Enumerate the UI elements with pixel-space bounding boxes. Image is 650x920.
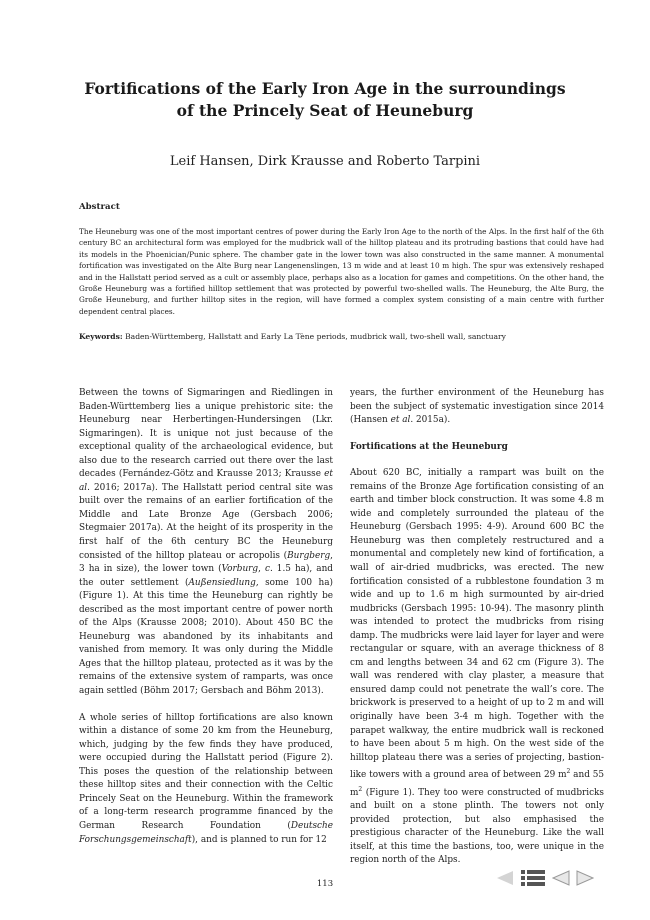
- left-column: [79, 387, 333, 847]
- right-column: [350, 387, 604, 868]
- paper-title: [60, 78, 590, 122]
- body-paragraph: years, the further environment of the Heuneburg has been the subject of systematic investigation since 2014 (Hansen et al. 2015a).: [350, 388, 604, 426]
- keywords-list: Baden-Württemberg, Hallstatt and Early La Tène periods, mudbrick wall, two-shell wall, sanctuary: [125, 332, 506, 341]
- triangle-right-outline-icon[interactable]: [576, 870, 594, 886]
- title-line-2: of the Princely Seat of Heuneburg: [176, 101, 474, 120]
- authors: Leif Hansen, Dirk Krausse and Roberto Tarpini: [169, 154, 481, 169]
- keywords: [79, 331, 604, 342]
- triangle-left-outline-icon[interactable]: [552, 870, 570, 886]
- page-navigation: [496, 869, 594, 887]
- list-menu-icon[interactable]: [520, 869, 546, 887]
- abstract-heading: Abstract: [79, 202, 120, 212]
- body-paragraph: Between the towns of Sigmaringen and Riedlingen in Baden-Württemberg lies a unique prehistoric site: the Heuneburg near Herbertingen-Hundersingen (Lkr. Sigmaringen). It is unique not just because of the exceptional quality of the archaeological evidence, but also due to the research carried out there over the last decades (Fernández-Götz and Krausse 2013; Krausse et al. 2016; 2017a). The Hallstatt period central site was built over the remains of an earlier fortification of the Middle and Late Bronze Age (Gersbach 2006; Stegmaier 2017a). At the height of its prosperity in the first half of the 6th century BC the Heuneburg consisted of the hilltop plateau or acropolis (Burgberg, 3 ha in size), the lower town (Vorburg, c. 1.5 ha), and the outer settlement (Außensiedlung, some 100 ha) (Figure 1). At this time the Heuneburg can rightly be described as the most important centre of power north of the Alps (Krausse 2008; 2010). About 450 BC the Heuneburg was abandoned by its inhabitants and vanished from memory. It was only during the Middle Ages that the hilltop plateau, protected as it was by the remains of the extensive system of ramparts, was once again settled (Böhm 2017; Gersbach and Böhm 2013).: [79, 388, 334, 697]
- body-paragraph: A whole series of hilltop fortifications are also known within a distance of some 20 km from the Heuneburg, which, judging by the few finds they have produced, were occupied during the Hallstatt period (Figure 2). This poses the question of the relationship between these hilltop sites and their connection with the Celtic Princely Seat on the Heuneburg. Within the framework of a long-term research programme financed by the German Research Foundation (Deutsche Forschungsgemeinschaft), and is planned to run for 12: [79, 712, 333, 845]
- title-line-1: Fortifications of the Early Iron Age in the surroundings: [84, 79, 566, 98]
- page-number: 113: [316, 879, 334, 889]
- triangle-left-icon[interactable]: [496, 870, 514, 886]
- body-paragraph: About 620 BC, initially a rampart was built on the remains of the Bronze Age fortification consisting of an earth and timber block construction. It was some 4.8 m wide and completely surrounded the plateau of the Heuneburg (Gersbach 1995: 4-9). Around 600 BC the Heuneburg was then completely restructured and a monumental and completely new kind of fortification, a wall of air-dried mudbricks, was erected. The new fortification consisted of a rubblestone foundation 3 m wide and up to 1.6 m high surmounted by air-dried mudbricks (Gersbach 1995: 10-94). The masonry plinth was intended to protect the mudbricks from rising damp. The mudbricks were laid layer for layer and were rectangular or square, with an average thickness of 8 cm and lengths between 34 and 62 cm (Figure 3). The wall was rendered with clay plaster, a measure that ensured damp could not penetrate the wall’s core. The brickwork is preserved to a height of up to 2 m and will originally have been 3-4 m high. Together with the parapet walkway, the entire mudbrick wall is reckoned to have been about 5 m high. On the west side of the hilltop plateau there was a series of projecting, bastion-like towers with a ground area of between 29 $m^2$ and 55 $m^2$ (Figure 1). They too were constructed of mudbricks and built on a stone plinth. The towers not only provided protection, but also emphasised the prestigious character of the Heuneburg. Like the wall itself, at this time the bastions, too, were unique in the region north of the Alps.: [350, 468, 604, 866]
- keywords-label: Keywords:: [79, 332, 123, 341]
- abstract-text: The Heuneburg was one of the most important centres of power during the Early Iron Age to the north of the Alps. In the first half of the 6th century BC an architectural form was employed for the mudbrick wall of the hilltop plateau and its protruding bastions that could have had its models in the Phoenician/Punic sphere. The chamber gate in the lower town was also constructed in the same manner. A monumental fortification was investigated on the Alte Burg near Langenenslingen, 13 m wide and at least 10 m high. The spur was extensively reshaped and in the Hallstatt period served as a cult or assembly place, perhaps also as a location for games and competitions. On the other hand, the Große Heuneburg was a fortified hilltop settlement that was protected by powerful two-shelled walls. The Heuneburg, the Alte Burg, the Große Heuneburg, and further hilltop sites in the region, will have formed a complex system consisting of a main centre with further dependent central places.: [79, 227, 604, 316]
- section-heading: Fortifications at the Heuneburg: [350, 441, 508, 452]
